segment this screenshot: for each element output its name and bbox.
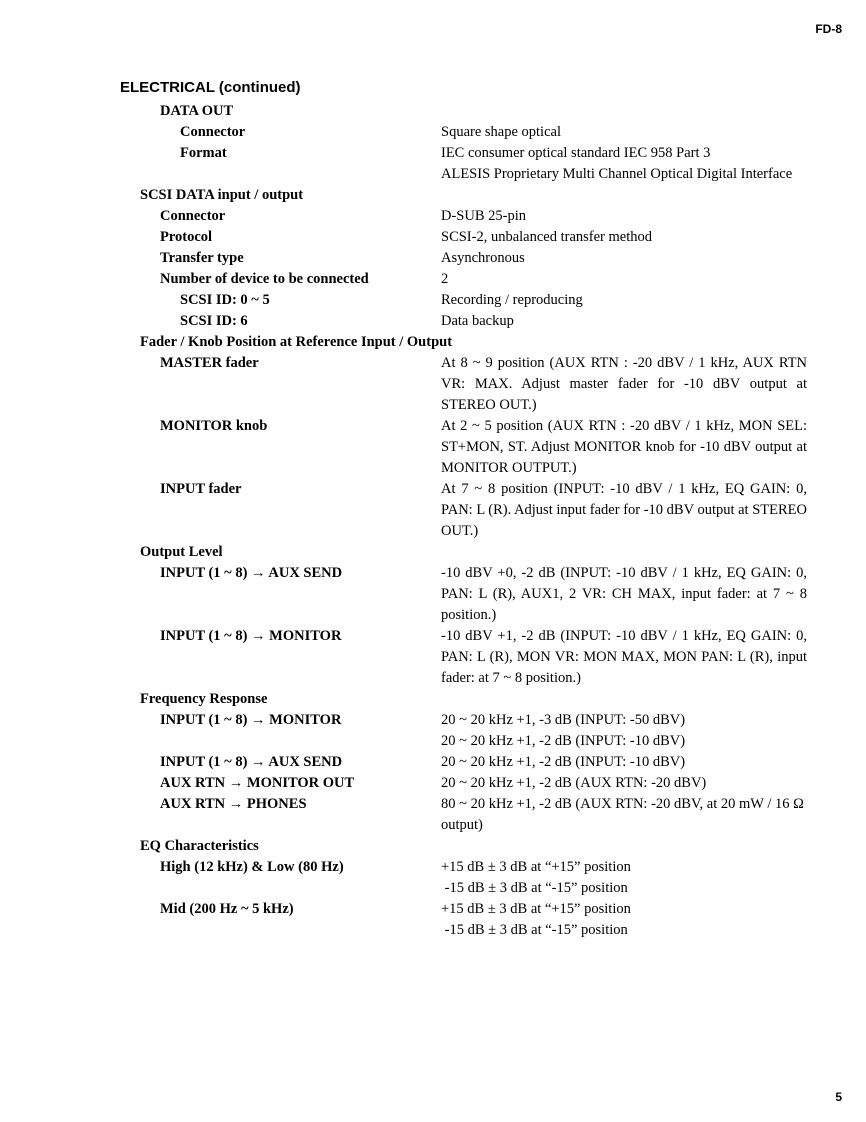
spec-label: INPUT (1 ~ 8) → MONITOR bbox=[160, 712, 342, 728]
spec-value: 2 bbox=[441, 271, 449, 287]
spec-row-data-out-format bbox=[0, 143, 866, 164]
group-title: Fader / Knob Position at Reference Input / Output bbox=[140, 334, 453, 350]
spec-label: AUX RTN → MONITOR OUT bbox=[160, 775, 355, 791]
spec-label: INPUT (1 ~ 8) → AUX SEND bbox=[160, 565, 343, 581]
spec-row-eq-highlow bbox=[0, 857, 866, 878]
spec-row-data-out-title bbox=[0, 101, 866, 122]
group-scsi bbox=[0, 185, 866, 206]
spec-label: MASTER fader bbox=[160, 355, 259, 371]
spec-value: +15 dB ± 3 dB at “+15” position bbox=[441, 901, 631, 917]
spec-row-freq-aux-phones bbox=[0, 794, 866, 836]
spec-value: Recording / reproducing bbox=[441, 292, 583, 308]
spec-value: -15 dB ± 3 dB at “-15” position bbox=[441, 880, 628, 896]
spec-row-output-aux-send bbox=[0, 563, 866, 626]
spec-label: AUX RTN → PHONES bbox=[160, 796, 307, 812]
spec-row-eq-mid bbox=[0, 899, 866, 920]
spec-label: INPUT (1 ~ 8) → MONITOR bbox=[160, 628, 342, 644]
spec-row-data-out-connector bbox=[0, 122, 866, 143]
spec-row-scsi-connector bbox=[0, 206, 866, 227]
spec-label: Connector bbox=[180, 124, 246, 140]
group-title: Frequency Response bbox=[140, 691, 268, 707]
spec-value: -10 dBV +0, -2 dB (INPUT: -10 dBV / 1 kHz, EQ GAIN: 0, PAN: L (R), AUX1, 2 VR: CH MAX, input fader: at 7 ~ 8 position.) bbox=[441, 565, 807, 623]
spec-row-freq-aux-send bbox=[0, 752, 866, 773]
spec-value: 20 ~ 20 kHz +1, -2 dB (INPUT: -10 dBV) bbox=[441, 733, 686, 749]
spec-value: -10 dBV +1, -2 dB (INPUT: -10 dBV / 1 kHz, EQ GAIN: 0, PAN: L (R), MON VR: MON MAX, MON PAN: L (R), input fader: at 7 ~ 8 position.) bbox=[441, 628, 807, 686]
spec-value: 20 ~ 20 kHz +1, -2 dB (INPUT: -10 dBV) bbox=[441, 754, 686, 770]
spec-row-eq-highlow-2 bbox=[0, 878, 866, 899]
group-frequency-response bbox=[0, 689, 866, 710]
spec-value: IEC consumer optical standard IEC 958 Part 3 bbox=[441, 145, 711, 161]
spec-label: MONITOR knob bbox=[160, 418, 268, 434]
spec-row-freq-monitor-2 bbox=[0, 731, 866, 752]
spec-row-scsi-devices bbox=[0, 269, 866, 290]
spec-row-freq-aux-monitor bbox=[0, 773, 866, 794]
spec-label: SCSI ID: 6 bbox=[180, 313, 248, 329]
spec-row-input-fader bbox=[0, 479, 866, 542]
spec-value: -15 dB ± 3 dB at “-15” position bbox=[441, 922, 628, 938]
spec-label: Protocol bbox=[160, 229, 213, 245]
spec-label: Format bbox=[180, 145, 227, 161]
spec-label: INPUT fader bbox=[160, 481, 242, 497]
group-title: SCSI DATA input / output bbox=[140, 187, 304, 203]
spec-row-monitor-knob bbox=[0, 416, 866, 479]
spec-value: Asynchronous bbox=[441, 250, 525, 266]
group-title: Output Level bbox=[140, 544, 223, 560]
spec-row-scsi-id6 bbox=[0, 311, 866, 332]
spec-label: Transfer type bbox=[160, 250, 244, 266]
spec-row-freq-monitor bbox=[0, 710, 866, 731]
page-number: 5 bbox=[835, 1090, 842, 1104]
spec-value: Square shape optical bbox=[441, 124, 561, 140]
spec-value: D-SUB 25-pin bbox=[441, 208, 526, 224]
spec-label: SCSI ID: 0 ~ 5 bbox=[180, 292, 270, 308]
spec-value: At 8 ~ 9 position (AUX RTN : -20 dBV / 1 kHz, AUX RTN VR: MAX. Adjust master fader for -10 dBV output at STEREO OUT.) bbox=[441, 355, 807, 413]
spec-value: Data backup bbox=[441, 313, 514, 329]
group-output-level bbox=[0, 542, 866, 563]
spec-value: SCSI-2, unbalanced transfer method bbox=[441, 229, 653, 245]
spec-value: 20 ~ 20 kHz +1, -3 dB (INPUT: -50 dBV) bbox=[441, 712, 686, 728]
spec-label: High (12 kHz) & Low (80 Hz) bbox=[160, 859, 344, 875]
spec-value: 80 ~ 20 kHz +1, -2 dB (AUX RTN: -20 dBV, at 20 mW / 16 Ω output) bbox=[441, 796, 804, 833]
spec-value: +15 dB ± 3 dB at “+15” position bbox=[441, 859, 631, 875]
subsection-title: DATA OUT bbox=[160, 103, 234, 119]
spec-value: At 7 ~ 8 position (INPUT: -10 dBV / 1 kHz, EQ GAIN: 0, PAN: L (R). Adjust input fader for -10 dBV output at STEREO OUT.) bbox=[441, 481, 807, 539]
spec-label: Number of device to be connected bbox=[160, 271, 369, 287]
group-fader bbox=[0, 332, 866, 353]
spec-row-master-fader bbox=[0, 353, 866, 416]
spec-value: 20 ~ 20 kHz +1, -2 dB (AUX RTN: -20 dBV) bbox=[441, 775, 707, 791]
spec-value: ALESIS Proprietary Multi Channel Optical Digital Interface bbox=[441, 166, 793, 182]
spec-value: At 2 ~ 5 position (AUX RTN : -20 dBV / 1 kHz, MON SEL: ST+MON, ST. Adjust MONITOR knob for -10 dBV output at MONITOR OUTPUT.) bbox=[441, 418, 807, 476]
group-title: EQ Characteristics bbox=[140, 838, 259, 854]
model-header: FD-8 bbox=[815, 22, 842, 36]
spec-row-eq-mid-2 bbox=[0, 920, 866, 941]
spec-label: Mid (200 Hz ~ 5 kHz) bbox=[160, 901, 294, 917]
spec-label: INPUT (1 ~ 8) → AUX SEND bbox=[160, 754, 343, 770]
spec-label: Connector bbox=[160, 208, 226, 224]
spec-list bbox=[0, 101, 866, 941]
spec-row-scsi-id05 bbox=[0, 290, 866, 311]
section-title: ELECTRICAL (continued) bbox=[120, 79, 301, 96]
spec-row-output-monitor bbox=[0, 626, 866, 689]
spec-row-scsi-transfer bbox=[0, 248, 866, 269]
group-eq bbox=[0, 836, 866, 857]
spec-row-scsi-protocol bbox=[0, 227, 866, 248]
spec-row-data-out-format-2 bbox=[0, 164, 866, 185]
